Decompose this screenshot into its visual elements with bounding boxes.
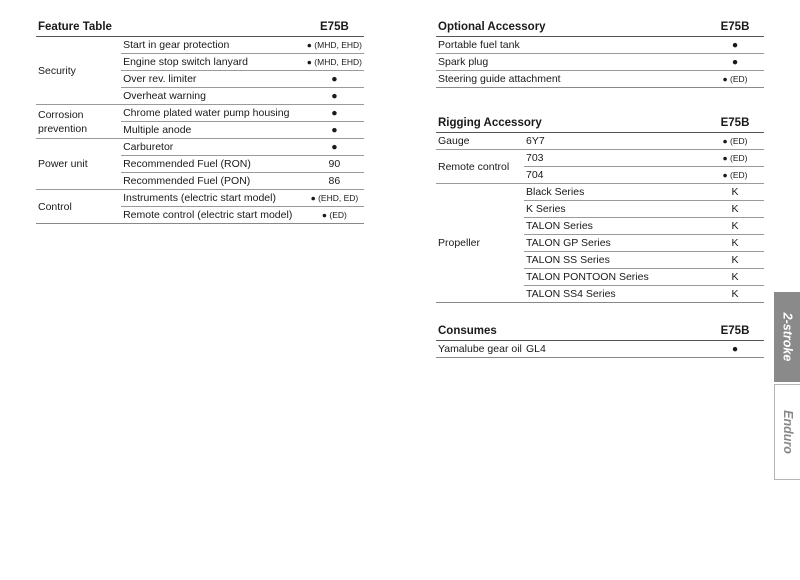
table-row: [436, 54, 764, 71]
rigging-item: 704: [524, 167, 706, 184]
rigging-item: TALON SS4 Series: [524, 286, 706, 303]
feature-name: Start in gear protection: [121, 37, 305, 54]
consumable-item: GL4: [524, 341, 706, 358]
rigging-item: 703: [524, 150, 706, 167]
feature-value: ● (EHD, ED): [305, 190, 364, 207]
rigging-item: Black Series: [524, 184, 706, 201]
feature-name: Multiple anode: [121, 122, 305, 139]
rigging-accessory-title: Rigging Accessory: [436, 115, 706, 133]
feature-value: 86: [305, 173, 364, 190]
table-row: [36, 105, 364, 122]
group-gauge: Gauge: [436, 133, 524, 150]
feature-name: Recommended Fuel (RON): [121, 156, 305, 173]
feature-value: ●: [305, 139, 364, 156]
table-row: [436, 71, 764, 88]
feature-value: ● (MHD, EHD): [305, 37, 364, 54]
feature-name: Instruments (electric start model): [121, 190, 305, 207]
accessory-name: Steering guide attachment: [436, 71, 706, 88]
table-row: [36, 139, 364, 156]
feature-table: [36, 19, 364, 224]
feature-value: ●: [305, 88, 364, 105]
rigging-value: ● (ED): [706, 133, 764, 150]
optional-accessory-header: [436, 19, 764, 37]
rigging-value: ● (ED): [706, 167, 764, 184]
table-row: [436, 133, 764, 150]
group-power-unit: Power unit: [36, 139, 121, 190]
feature-value: ● (ED): [305, 207, 364, 224]
rigging-item: K Series: [524, 201, 706, 218]
optional-accessory-table: [436, 19, 764, 88]
feature-table-title: Feature Table: [36, 19, 305, 37]
accessory-value: ● (ED): [706, 71, 764, 88]
feature-name: Overheat warning: [121, 88, 305, 105]
group-corrosion-line1: Corrosion: [38, 108, 84, 121]
consumes-table: [436, 323, 764, 358]
feature-table-model: E75B: [305, 19, 364, 37]
consumable-name: Yamalube gear oil: [436, 341, 524, 358]
accessory-value: ●: [706, 37, 764, 54]
feature-name: Engine stop switch lanyard: [121, 54, 305, 71]
rigging-value: K: [706, 218, 764, 235]
rigging-value: K: [706, 235, 764, 252]
tab-2-stroke[interactable]: [774, 292, 800, 382]
group-control: Control: [36, 190, 121, 224]
rigging-value: K: [706, 286, 764, 303]
accessory-value: ●: [706, 54, 764, 71]
consumes-header: [436, 323, 764, 341]
group-security: Security: [36, 37, 121, 105]
rigging-value: K: [706, 252, 764, 269]
feature-value: 90: [305, 156, 364, 173]
rigging-item: TALON SS Series: [524, 252, 706, 269]
tab-enduro-label: Enduro: [780, 410, 795, 454]
accessory-name: Spark plug: [436, 54, 706, 71]
consumes-model: E75B: [706, 323, 764, 341]
rigging-accessory-model: E75B: [706, 115, 764, 133]
table-row: [436, 184, 764, 201]
feature-name: Remote control (electric start model): [121, 207, 305, 224]
consumable-value: ●: [706, 341, 764, 358]
rigging-accessory-header: [436, 115, 764, 133]
tab-enduro[interactable]: [774, 384, 800, 480]
optional-accessory-title: Optional Accessory: [436, 19, 706, 37]
rigging-item: TALON PONTOON Series: [524, 269, 706, 286]
rigging-value: K: [706, 269, 764, 286]
rigging-item: 6Y7: [524, 133, 706, 150]
tab-2-stroke-label: 2-stroke: [780, 312, 795, 362]
table-row: [436, 341, 764, 358]
feature-name: Chrome plated water pump housing: [121, 105, 305, 122]
table-row: [36, 190, 364, 207]
table-row: [36, 37, 364, 54]
feature-name: Over rev. limiter: [121, 71, 305, 88]
feature-value: ●: [305, 71, 364, 88]
feature-name: Carburetor: [121, 139, 305, 156]
feature-table-header: [36, 19, 364, 37]
table-row: [436, 37, 764, 54]
rigging-value: K: [706, 201, 764, 218]
feature-name: Recommended Fuel (PON): [121, 173, 305, 190]
rigging-value: ● (ED): [706, 150, 764, 167]
optional-accessory-model: E75B: [706, 19, 764, 37]
accessory-name: Portable fuel tank: [436, 37, 706, 54]
feature-value: ● (MHD, EHD): [305, 54, 364, 71]
rigging-accessory-table: [436, 115, 764, 303]
group-propeller: Propeller: [436, 184, 524, 303]
table-row: [436, 150, 764, 167]
rigging-item: TALON Series: [524, 218, 706, 235]
group-corrosion-line2: prevention: [38, 122, 88, 135]
group-remote-control: Remote control: [436, 150, 524, 184]
group-corrosion: [36, 105, 121, 139]
consumes-title: Consumes: [436, 323, 706, 341]
feature-value: ●: [305, 122, 364, 139]
rigging-item: TALON GP Series: [524, 235, 706, 252]
rigging-value: K: [706, 184, 764, 201]
feature-value: ●: [305, 105, 364, 122]
